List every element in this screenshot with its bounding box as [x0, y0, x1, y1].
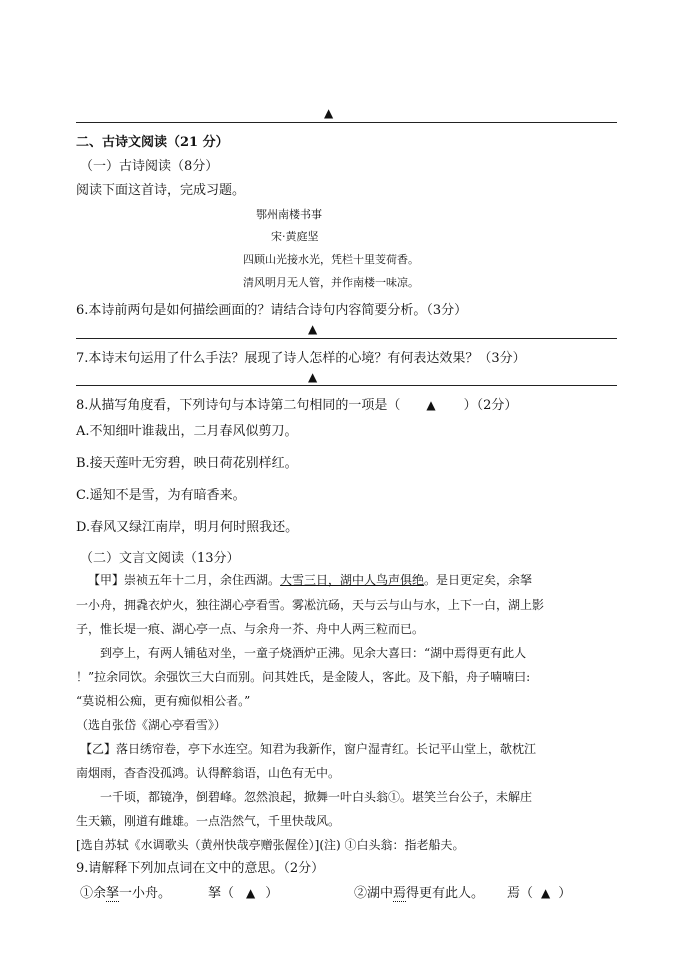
- poem-line: 四顾山光接水光，凭栏十里芰荷香。: [243, 253, 419, 266]
- answer-line: [76, 385, 617, 386]
- section-heading: 二、古诗文阅读（21 分）: [76, 135, 229, 150]
- question-9-blank-2: 焉（ ▲ ）: [507, 886, 572, 901]
- part-heading-classical: （二）文言文阅读（13分）: [80, 551, 240, 566]
- answer-blank-marker: ▲: [308, 322, 318, 336]
- dotted-word: 焉: [393, 886, 407, 901]
- question-8-stem: 8.从描写角度看，下列诗句与本诗第二句相同的一项是（: [76, 398, 401, 413]
- answer-line: [76, 122, 617, 123]
- underlined-sentence: 大雪三日，湖中人鸟声俱绝: [280, 573, 425, 587]
- passage-jia-line: ！”拉余同饮。余强饮三大白而别。问其姓氏，是金陵人，客此。及下船，舟子喃喃曰:: [76, 670, 531, 684]
- answer-blank-marker: ▲: [324, 106, 334, 120]
- option-d: D.春风又绿江南岸，明月何时照我还。: [76, 520, 299, 535]
- question-9: 9.请解释下列加点词在文中的意思。（2分）: [76, 861, 325, 876]
- passage-jia-line: 一小舟，拥毳衣炉火，独往湖心亭看雪。雾凇沆砀，天与云与山与水，上下一白，湖上影: [76, 598, 545, 612]
- question-9-item-2: ②湖中焉得更有此人。: [354, 886, 485, 901]
- option-a: A.不知细叶谁裁出，二月春风似剪刀。: [76, 424, 298, 439]
- dotted-word: 拏: [106, 886, 120, 901]
- passage-jia-line: 子，惟长堤一痕、湖心亭一点、与余舟一芥、舟中人两三粒而已。: [76, 622, 425, 636]
- passage-yi-line: 南烟雨，杳杳没孤鸿。认得醉翁语，山色有无中。: [76, 766, 341, 780]
- passage-yi-line: 一千顷，都镜净，倒碧峰。忽然浪起，掀舞一叶白头翁①。堪笑兰台公子，未解庄: [100, 790, 533, 804]
- part-heading-poetry: （一）古诗阅读（8分）: [80, 159, 219, 174]
- question-8-points: ）（2分）: [463, 398, 518, 413]
- passage-jia-label: 【甲】: [88, 573, 125, 587]
- passage-yi-label: 【乙】: [80, 742, 117, 756]
- answer-blank-marker: ▲: [308, 370, 318, 384]
- question-8: [76, 394, 517, 413]
- question-9-item-1: ①余拏一小舟。: [80, 886, 172, 901]
- question-9-blank-1: 拏（ ▲ ）: [208, 886, 279, 901]
- poem-line: 清风明月无人管，并作南楼一味凉。: [243, 276, 419, 289]
- reading-instruction: 阅读下面这首诗，完成习题。: [76, 183, 246, 198]
- option-b: B.接天莲叶无穷碧，映日荷花别样红。: [76, 456, 298, 471]
- answer-blank-marker: ▲: [426, 398, 436, 412]
- poem-author: 宋·黄庭坚: [271, 230, 319, 243]
- passage-jia-line: 到亭上，有两人铺毡对坐，一童子烧酒炉正沸。见余大喜曰：“湖中焉得更有此人: [100, 646, 527, 660]
- passage-jia-line: “莫说相公痴，更有痴似相公者。”: [76, 694, 251, 708]
- passage-yi-line: 【乙】落日绣帘卷，亭下水连空。知君为我新作，窗户湿青红。长记平山堂上，欹枕江: [80, 742, 537, 756]
- option-c: C.遥知不是雪，为有暗香来。: [76, 488, 246, 503]
- question-7: 7.本诗末句运用了什么手法？展现了诗人怎样的心境？有何表达效果？（3分）: [76, 351, 526, 366]
- poem-title: 鄂州南楼书事: [256, 208, 322, 221]
- passage-yi-line: 生天籁，刚道有雌雄。一点浩然气，千里快哉风。: [76, 814, 341, 828]
- passage-jia-line: 【甲】崇祯五年十二月，余住西湖。大雪三日，湖中人鸟声俱绝。是日更定矣，余拏: [88, 573, 533, 587]
- passage-jia-source: （选自张岱《湖心亭看雪》）: [76, 718, 227, 732]
- question-6: 6.本诗前两句是如何描绘画面的？请结合诗句内容简要分析。（3分）: [76, 303, 468, 318]
- answer-line: [76, 338, 617, 339]
- answer-blank-marker: ▲: [541, 886, 551, 900]
- answer-blank-marker: ▲: [246, 886, 256, 900]
- passage-yi-source: [选自苏轼《水调歌头（黄州快哉亭赠张偓佺）](注) ①白头翁：指老船夫。: [76, 838, 465, 852]
